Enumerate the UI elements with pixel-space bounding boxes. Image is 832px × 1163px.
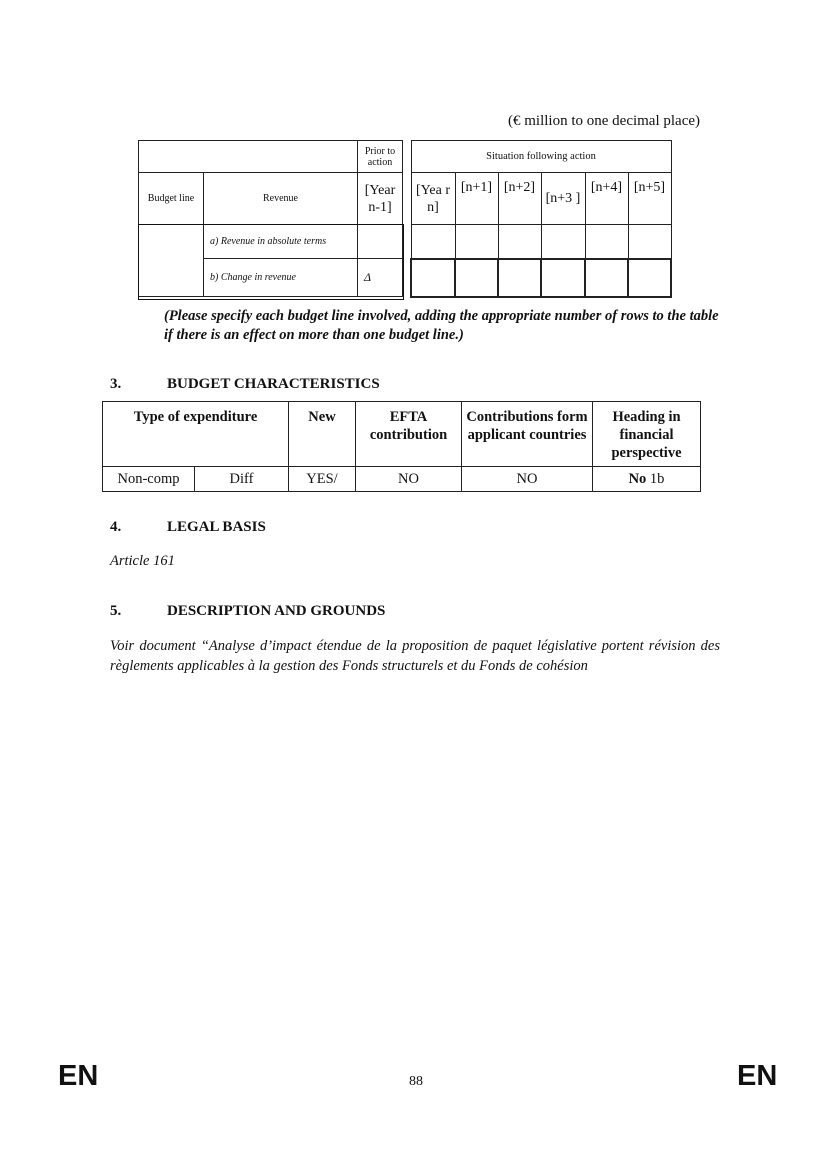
year-col-n4: [n+4] [585, 173, 628, 225]
revenue-cell [498, 225, 541, 259]
diff-cell: Diff [195, 467, 289, 492]
revenue-cell [455, 225, 498, 259]
section-5-number: 5. [110, 603, 122, 619]
change-cell [455, 259, 498, 297]
change-cell [585, 259, 628, 297]
budget-characteristics-table [102, 401, 701, 492]
revenue-table-right [410, 140, 672, 298]
revenue-cell [628, 225, 671, 259]
revenue-rows-frame [138, 224, 404, 300]
year-n-minus-1-header: [Year n-1] [358, 173, 403, 225]
footer-language-left: EN [58, 1060, 99, 1092]
type-of-expenditure-header: Type of expenditure [103, 402, 289, 467]
heading-value [593, 467, 701, 492]
year-col-n: [Yea r n] [411, 173, 455, 225]
noncomp-cell: Non-comp [103, 467, 195, 492]
section-4-heading [110, 519, 610, 539]
unit-note: (€ million to one decimal place) [508, 113, 701, 129]
efta-header: EFTA contribution [356, 402, 462, 467]
heading-header: Heading in financial perspective [593, 402, 701, 467]
revenue-cell [411, 225, 455, 259]
revenue-change-label: b) Change in revenue [204, 259, 358, 297]
table-note: (Please specify each budget line involved, adding the appropriate number of rows to the table if there is an effect on more than one budget line.) [164, 308, 719, 343]
description-text: Voir document “Analyse d’impact étendue de la proposition de paquet législative portent révision des règlements applicables à la gestion des Fonds structurels et du Fonds de cohésion [110, 638, 720, 674]
applicant-header: Contributions form applicant countries [462, 402, 593, 467]
footer-language-right: EN [737, 1060, 778, 1092]
page-number: 88 [409, 1074, 423, 1089]
heading-value-rest: 1b [646, 470, 665, 487]
change-cell [498, 259, 541, 297]
section-3-title: BUDGET CHARACTERISTICS [167, 376, 380, 392]
efta-value: NO [356, 467, 462, 492]
new-header: New [289, 402, 356, 467]
legal-basis-text: Article 161 [110, 553, 175, 569]
section-5-heading [110, 603, 610, 623]
revenue-cell [541, 225, 585, 259]
section-4-number: 4. [110, 519, 122, 535]
prior-to-action: Prior to action [358, 141, 403, 173]
year-col-n1: [n+1] [455, 173, 498, 225]
change-cell [411, 259, 455, 297]
section-5-title: DESCRIPTION AND GROUNDS [167, 603, 386, 619]
section-3-heading [110, 376, 610, 396]
revenue-change-delta: Δ [358, 259, 403, 297]
new-value: YES/ [289, 467, 356, 492]
situation-following-header: Situation following action [411, 141, 671, 173]
change-cell [628, 259, 671, 297]
revenue-cell [585, 225, 628, 259]
year-col-n5: [n+5] [628, 173, 671, 225]
section-4-title: LEGAL BASIS [167, 519, 266, 535]
revenue-header: Revenue [204, 173, 358, 225]
year-col-n3: [n+3 ] [541, 173, 585, 225]
section-3-number: 3. [110, 376, 122, 392]
heading-value-bold: No [628, 470, 647, 487]
applicant-value: NO [462, 467, 593, 492]
budget-line-header: Budget line [139, 173, 204, 225]
year-col-n2: [n+2] [498, 173, 541, 225]
change-cell [541, 259, 585, 297]
revenue-absolute-label: a) Revenue in absolute terms [204, 225, 358, 259]
revenue-header-blank [139, 141, 358, 173]
